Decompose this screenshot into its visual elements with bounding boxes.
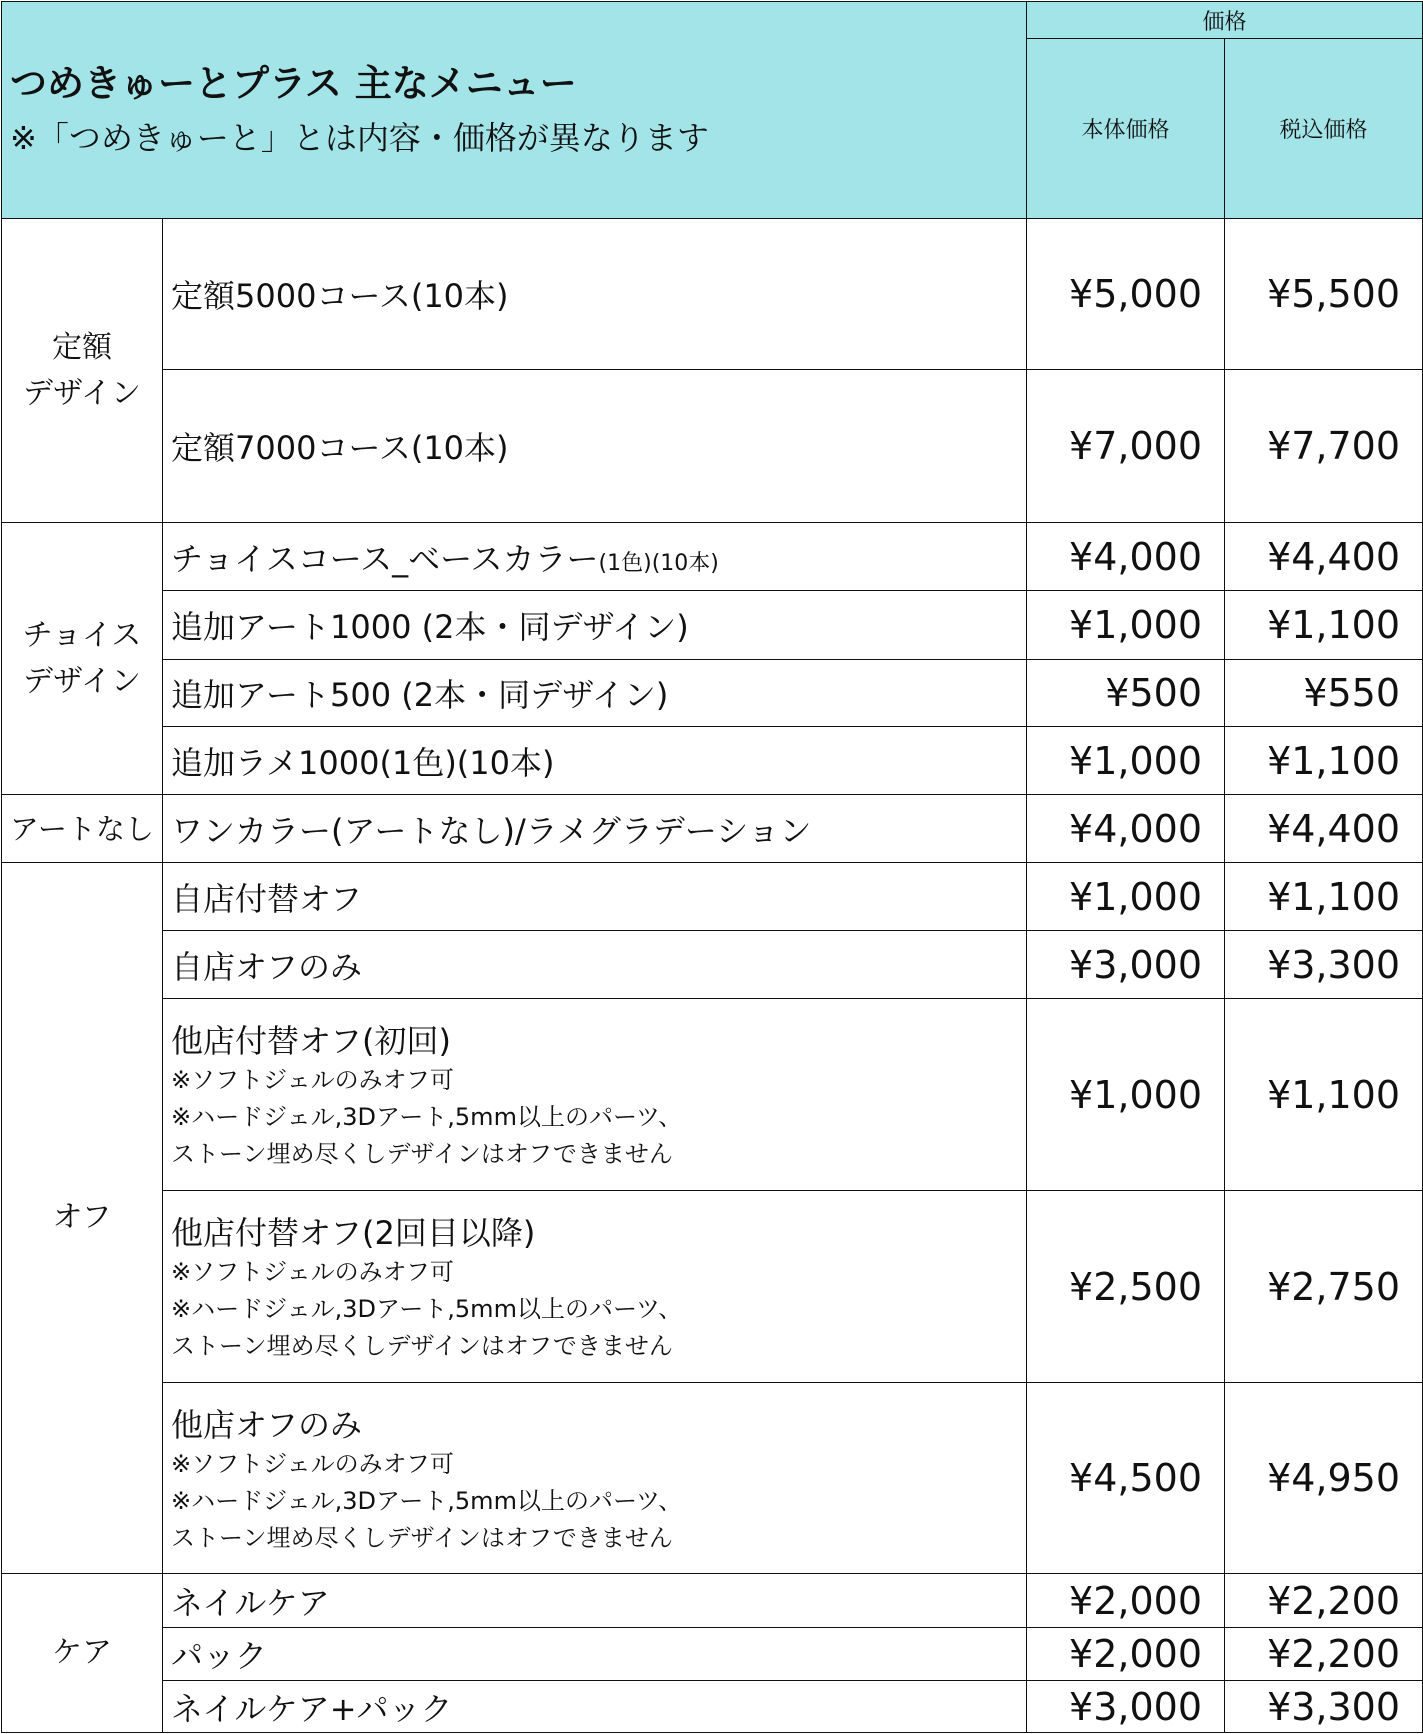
base-price: ¥2,000	[1027, 1574, 1225, 1628]
table-row	[2, 999, 1423, 1191]
tax-price: ¥1,100	[1225, 863, 1423, 931]
base-price: ¥2,500	[1027, 1191, 1225, 1383]
base-price: ¥1,000	[1027, 863, 1225, 931]
price-group-header: 価格	[1027, 2, 1423, 39]
menu-item-name	[163, 727, 1027, 795]
category-noart: アートなし	[2, 795, 163, 863]
off-note: ※ハードジェル,3Dアート,5mm以上のパーツ、	[171, 1295, 683, 1323]
base-price-header: 本体価格	[1027, 39, 1225, 219]
base-price: ¥500	[1027, 660, 1225, 727]
page-title: つめきゅーとプラス 主なメニュー	[10, 62, 577, 105]
subtitle: ※「つめきゅーと」とは内容・価格が異なります	[10, 119, 709, 157]
item-suffix: (1色)(10本)	[598, 550, 719, 576]
tax-price: ¥1,100	[1225, 591, 1423, 660]
base-price: ¥7,000	[1027, 370, 1225, 523]
off-note: ※ソフトジェルのみオフ可	[171, 1066, 454, 1094]
item-label: 他店付替オフ(2回目以降)	[171, 1214, 536, 1252]
table-row	[2, 591, 1423, 660]
table-row	[2, 660, 1423, 727]
category-fixed: 定額 デザイン	[2, 219, 163, 523]
menu-item-name	[163, 931, 1027, 999]
tax-price: ¥7,700	[1225, 370, 1423, 523]
menu-item-name	[163, 660, 1027, 727]
item-label: チョイスコース_ベースカラー	[171, 539, 599, 578]
menu-item-name	[163, 863, 1027, 931]
tax-price: ¥3,300	[1225, 1681, 1423, 1733]
menu-item-name	[163, 591, 1027, 660]
tax-price: ¥2,750	[1225, 1191, 1423, 1383]
off-note: ストーン埋め尽くしデザインはオフできません	[171, 1523, 673, 1552]
base-price: ¥5,000	[1027, 219, 1225, 370]
base-price: ¥4,500	[1027, 1383, 1225, 1574]
menu-item-name	[163, 219, 1027, 370]
table-row	[2, 219, 1423, 370]
off-note: ストーン埋め尽くしデザインはオフできません	[171, 1140, 673, 1168]
table-row	[2, 523, 1423, 591]
off-note: ※ソフトジェルのみオフ可	[171, 1258, 454, 1286]
menu-item-name	[163, 999, 1027, 1191]
table-row	[2, 1383, 1423, 1574]
item-label: ネイルケア+パック	[171, 1689, 453, 1728]
table-title	[2, 2, 1027, 219]
table-row	[2, 1681, 1423, 1733]
base-price: ¥4,000	[1027, 523, 1225, 591]
item-label: ワンカラー(アートなし)/ラメグラデーション	[171, 811, 812, 850]
tax-price: ¥4,400	[1225, 795, 1423, 863]
tax-price: ¥3,300	[1225, 931, 1423, 999]
tax-price: ¥1,100	[1225, 727, 1423, 795]
menu-item-name	[163, 1383, 1027, 1574]
item-label: 定額5000コース(10本)	[171, 277, 509, 315]
base-price: ¥1,000	[1027, 591, 1225, 660]
item-label: 自店オフのみ	[171, 947, 363, 986]
menu-item-name	[163, 1681, 1027, 1733]
menu-price-table	[1, 1, 1423, 1733]
menu-item-name	[163, 795, 1027, 863]
table-row	[2, 1628, 1423, 1681]
item-label: 他店オフのみ	[171, 1405, 363, 1444]
tax-price: ¥4,950	[1225, 1383, 1423, 1574]
off-note: ストーン埋め尽くしデザインはオフできません	[171, 1332, 673, 1360]
table-row	[2, 727, 1423, 795]
base-price: ¥1,000	[1027, 727, 1225, 795]
tax-price: ¥2,200	[1225, 1574, 1423, 1628]
tax-price-header: 税込価格	[1225, 39, 1423, 219]
base-price: ¥3,000	[1027, 931, 1225, 999]
tax-price: ¥2,200	[1225, 1628, 1423, 1681]
off-note: ※ハードジェル,3Dアート,5mm以上のパーツ、	[171, 1486, 683, 1515]
menu-item-name	[163, 523, 1027, 591]
table-row	[2, 1574, 1423, 1628]
tax-price: ¥4,400	[1225, 523, 1423, 591]
item-label: 追加アート1000 (2本・同デザイン)	[171, 608, 689, 646]
category-choice: チョイス デザイン	[2, 523, 163, 795]
table-row	[2, 795, 1423, 863]
tax-price: ¥1,100	[1225, 999, 1423, 1191]
base-price: ¥2,000	[1027, 1628, 1225, 1681]
base-price: ¥1,000	[1027, 999, 1225, 1191]
item-label: 他店付替オフ(初回)	[171, 1022, 452, 1060]
item-label: 自店付替オフ	[171, 879, 363, 918]
off-note: ※ソフトジェルのみオフ可	[171, 1449, 454, 1478]
menu-item-name	[163, 1574, 1027, 1628]
table-row	[2, 1191, 1423, 1383]
item-label: 追加ラメ1000(1色)(10本)	[171, 743, 555, 782]
tax-price: ¥550	[1225, 660, 1423, 727]
menu-item-name	[163, 370, 1027, 523]
table-row	[2, 863, 1423, 931]
item-label: 定額7000コース(10本)	[171, 429, 509, 467]
item-label: 追加アート500 (2本・同デザイン)	[171, 676, 669, 714]
base-price: ¥4,000	[1027, 795, 1225, 863]
table-row	[2, 370, 1423, 523]
category-care: ケア	[2, 1574, 163, 1733]
item-label: パック	[171, 1637, 268, 1675]
item-label: ネイルケア	[171, 1583, 330, 1622]
category-off: オフ	[2, 863, 163, 1574]
off-note: ※ハードジェル,3Dアート,5mm以上のパーツ、	[171, 1103, 683, 1131]
tax-price: ¥5,500	[1225, 219, 1423, 370]
table-row	[2, 931, 1423, 999]
menu-item-name	[163, 1628, 1027, 1681]
base-price: ¥3,000	[1027, 1681, 1225, 1733]
menu-item-name	[163, 1191, 1027, 1383]
